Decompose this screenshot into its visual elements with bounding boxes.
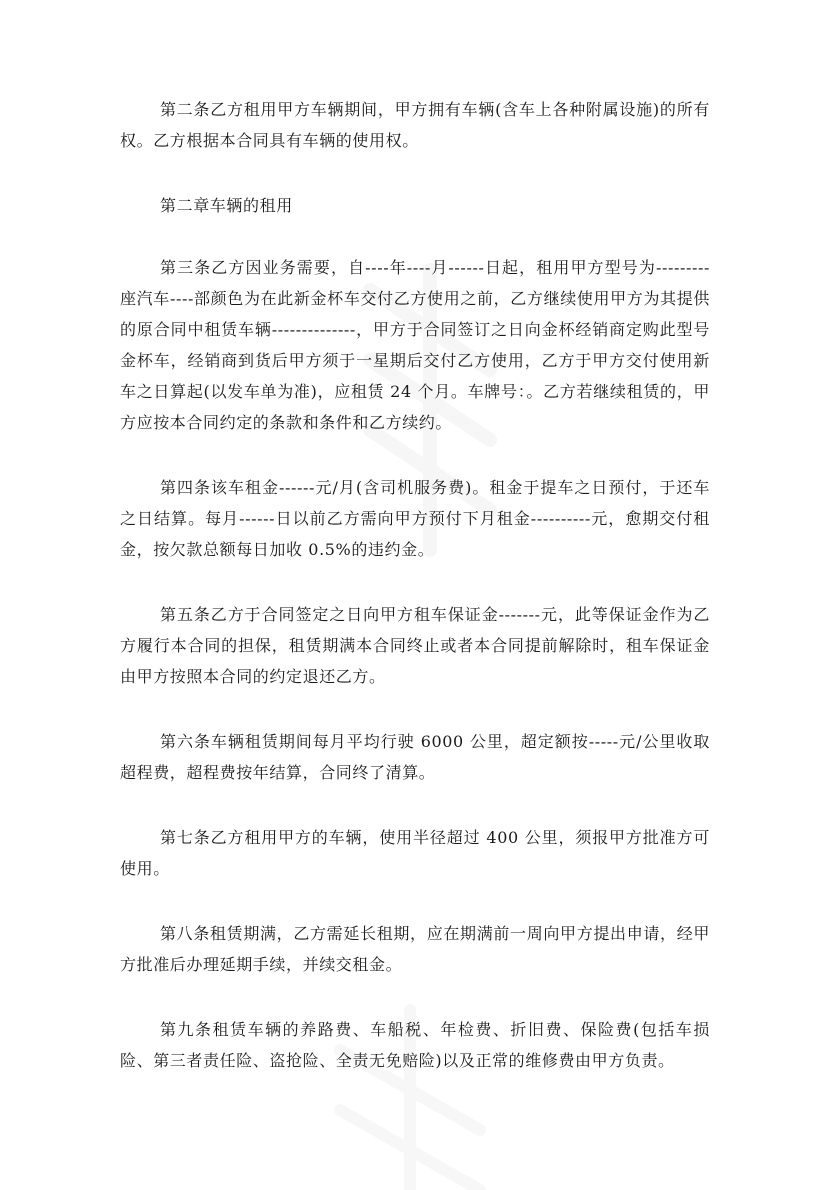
paragraph-article-9: 第九条租赁车辆的养路费、车船税、年检费、折旧费、保险费(包括车损险、第三者责任险、盗抢险、全责无免赔险)以及正常的维修费由甲方负责。 [120, 1020, 710, 1070]
paragraph-article-8: 第八条租赁期满，乙方需延长租期，应在期满前一周向甲方提出申请，经甲方批准后办理延期手续，并续交租金。 [120, 924, 710, 974]
paragraph-article-5: 第五条乙方于合同签定之日向甲方租车保证金-------元，此等保证金作为乙方履行本合同的担保，租赁期满本合同终止或者本合同提前解除时，租车保证金由甲方按照本合同的约定退还乙方。 [120, 605, 710, 686]
paragraph-article-6: 第六条车辆租赁期间每月平均行驶 6000 公里，超定额按-----元/公里收取超程费，超程费按年结算，合同终了清算。 [120, 732, 710, 782]
paragraph-article-3: 第三条乙方因业务需要，自----年----月------日起，租用甲方型号为---------座汽车----部颜色为在此新金杯车交付乙方使用之前，乙方继续使用甲方为其提供的原合同中租赁车辆--------------，甲方于合同签订之日向金杯经销商定购此型号金杯车，经销商到货后甲方须于一星期后交付乙方使用，乙方于甲方交付使用新车之日算起(以发车单为准)，应租赁 24 个月。车牌号：。乙方若继续租赁的，甲方应按本合同约定的条款和条件和乙方续约。 [120, 258, 710, 432]
chapter-heading: 第二章车辆的租用 [160, 196, 293, 215]
document-body [120, 94, 710, 1110]
paragraph-article-4: 第四条该车租金------元/月(含司机服务费)。租金于提车之日预付，于还车之日结算。每月------日以前乙方需向甲方预付下月租金----------元，愈期交付租金，按欠款总额每日加收 0.5%的违约金。 [120, 478, 710, 559]
paragraph-article-7: 第七条乙方租用甲方的车辆，使用半径超过 400 公里，须报甲方批准方可使用。 [120, 828, 710, 878]
paragraph-article-2: 第二条乙方租用甲方车辆期间，甲方拥有车辆(含车上各种附属设施)的所有权。乙方根据本合同具有车辆的使用权。 [120, 100, 710, 150]
